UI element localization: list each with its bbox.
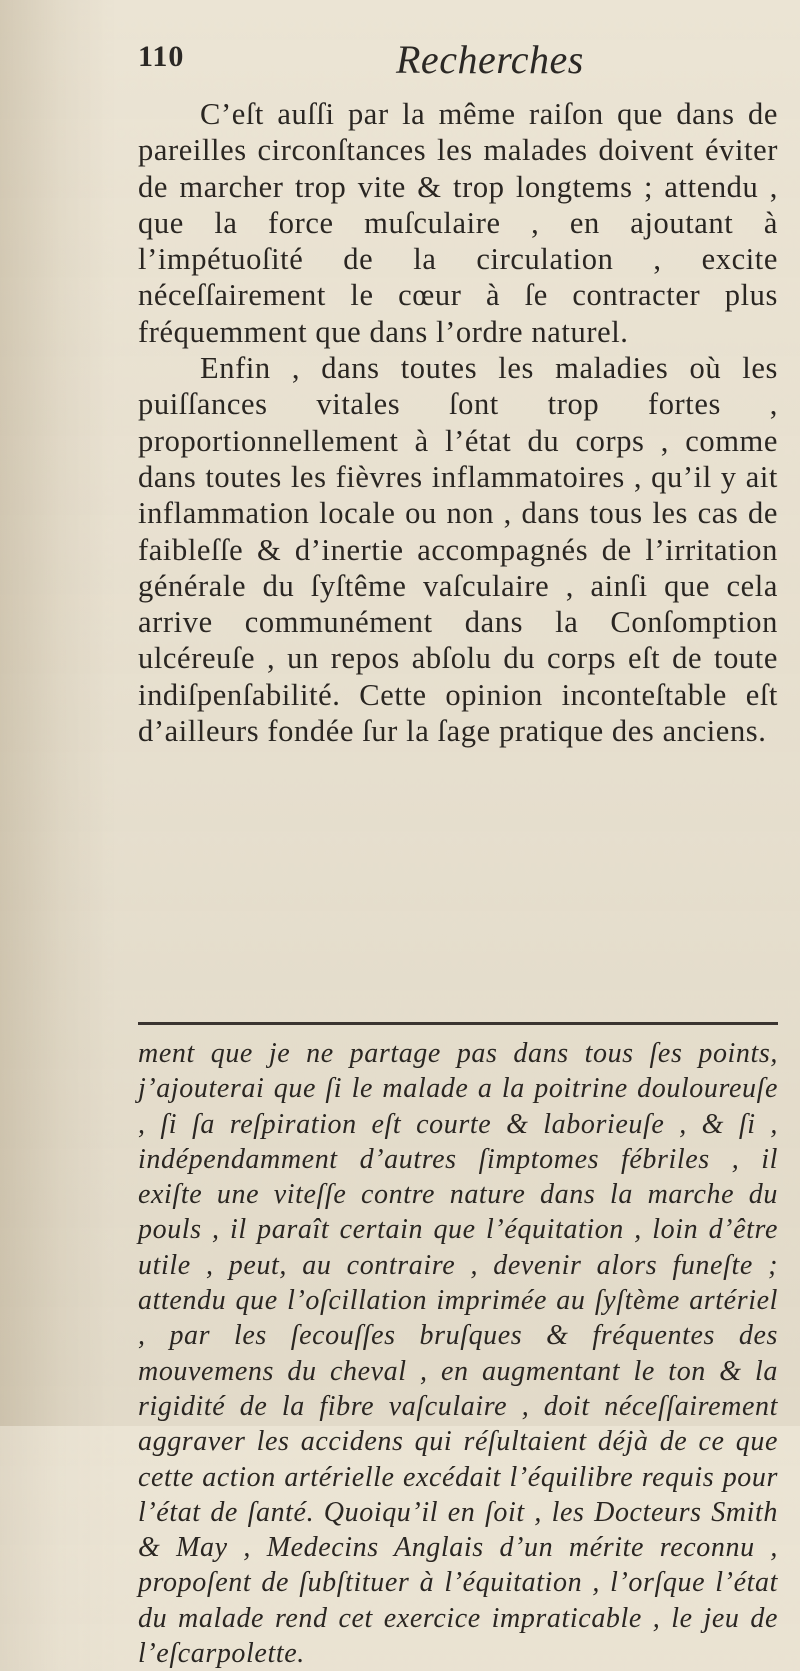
running-head: Recherches [396, 37, 584, 82]
main-text [138, 96, 778, 749]
paragraph: C’eſt auſſi par la même raiſon que dans de pareilles circonſtances les malades doivent éviter de marcher trop vite & trop longtems ; attendu , que la force muſculaire , en ajoutant à l’impétuoſité de la circulation , excite néceſſairement le cœur à ſe contracter plus fréquemment que dans l’ordre naturel. [138, 97, 778, 349]
footnote [138, 1036, 778, 1671]
footnote-text: ment que je ne partage pas dans tous ſes points, j’ajouterai que ſi le malade a la poitrine douloureuſe , ſi ſa reſpiration eſt courte & laborieuſe , & ſi , indépendamment d’autres ſimptomes fébriles , il exiſte une viteſſe contre nature dans la marche du pouls , il paraît certain que l’équitation , loin d’être utile , peut, au contraire , devenir alors funeſte ; attendu que l’oſcillation imprimée au ſyſtème artériel , par les ſecouſſes bruſques & fréquentes des mouvemens du cheval , en augmentant le ton & la rigidité de la fibre vaſculaire , doit néceſſairement aggraver les accidens qui réſultaient déjà de ce que cette action artérielle excédait l’équilibre requis pour l’état de ſanté. Quoiqu’il en ſoit , les Docteurs Smith & May , Medecins Anglais d’un mérite reconnu , propoſent de ſubſtituer à l’équitation , l’orſque l’état du malade rend cet exercice impraticable , le jeu de l’eſcarpolette. [138, 1038, 778, 1670]
page-number: 110 [138, 40, 185, 73]
footnote-divider [138, 1022, 778, 1025]
paragraph: Enfin , dans toutes les maladies où les puiſſances vitales ſont trop fortes , proportionnellement à l’état du corps , comme dans toutes les fièvres inflammatoires , qu’il y ait inflammation locale ou non , dans tous les cas de faibleſſe & d’inertie accompagnés de l’irritation générale du ſyſtême vaſculaire , ainſi que cela arrive communément dans la Conſomption ulcéreuſe , un repos abſolu du corps eſt de toute indiſpenſabilité. Cette opinion inconteſtable eſt d’ailleurs fondée ſur la ſage pratique des anciens. [138, 351, 778, 749]
page-header [138, 37, 778, 88]
page-edge-stain [0, 0, 110, 1426]
